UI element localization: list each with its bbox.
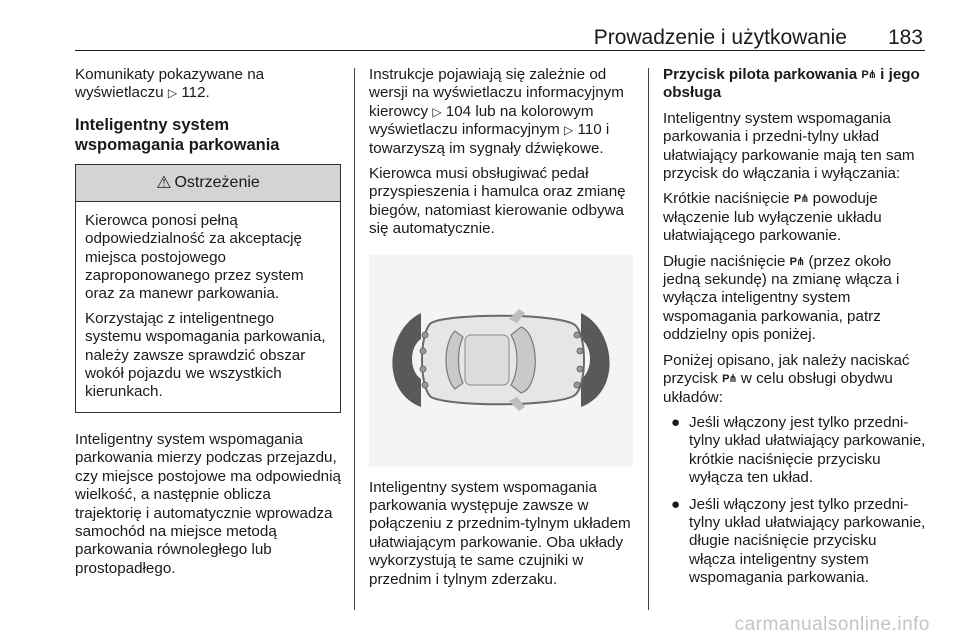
intro-paragraph (75, 66, 341, 103)
car-sensor-illustration (369, 255, 633, 467)
intro-text: Komunikaty pokazywane na wyświetlaczu (75, 66, 265, 102)
instructions-text: Instrukcje pojawiają się zależnie od wersji na wyświetlaczu informacyjnym kierowcy (369, 66, 624, 120)
page-number: 183 (887, 26, 923, 49)
column-1 (75, 66, 341, 585)
park-assist-icon: P⋔ (722, 373, 737, 386)
column-2 (369, 66, 633, 596)
warning-paragraph-2: Korzystając z inteligentnego systemu wspomagania parkowania, należy zawsze sprawdzić obszar wokół pojazdu we wszystkich kierunkach. (85, 309, 326, 401)
intro-ref: 112. (181, 84, 210, 102)
page-header (75, 0, 925, 51)
usage-text: Poniżej opisano, jak należy naciskać przycisk (663, 351, 910, 388)
parking-sensor-figure (369, 255, 633, 467)
list-item (663, 414, 927, 488)
figure-caption: Inteligentny system wspomagania parkowania występuje zawsze w połączeniu z przednim-tylnym układem ułatwiającym parkowanie. Oba układy wykorzystują te same czujniki w przednim i tylnym zderzaku. (369, 478, 631, 588)
column-3 (663, 66, 927, 596)
reference-arrow-icon: ▷ (432, 104, 442, 119)
long-press-text-2: (przez około jedną sekundę) na zmianę włącza i wyłącza inteligentny system wspomagania parkowania, patrz oddzielny opis poniżej. (663, 252, 900, 344)
list-item-text: Jeśli włączony jest tylko przedni-tylny układ ułatwiający parkowanie, krótkie naciśnięcie przycisku wyłącza ten układ. (689, 413, 926, 487)
button-heading-text: Przycisk pilota parkowania (663, 66, 858, 83)
bullet-icon: ● (671, 413, 681, 431)
rear-sensor-field (392, 313, 421, 407)
long-press-text: Długie naciśnięcie (663, 252, 786, 270)
column-divider-1 (354, 68, 355, 610)
warning-title: Ostrzeżenie (174, 173, 260, 191)
warning-paragraph-1: Kierowca ponosi pełną odpowiedzialność za akceptację miejsca postojowego zaproponowanego przez system oraz za manewr parkowania. (85, 211, 304, 303)
bullet-list (663, 414, 927, 588)
reference-arrow-icon: ▷ (167, 86, 178, 101)
warning-box (75, 164, 341, 413)
short-press-paragraph (663, 190, 927, 245)
list-item (663, 496, 927, 588)
button-intro: Inteligentny system wspomagania parkowania i przedni-tylny układ ułatwiający parkowanie mają ten sam przycisk do włączania i wyłączania: (663, 109, 915, 183)
usage-paragraph (663, 352, 927, 407)
section-heading: Inteligentny system wspomagania parkowania (75, 115, 280, 154)
instructions-ref-2: 110 i towarzyszą im sygnały dźwiękowe. (369, 121, 610, 157)
list-item-text: Jeśli włączony jest tylko przedni-tylny układ ułatwiający parkowanie, długie naciśnięcie przycisku włącza inteligentny system wspomagania parkowania. (689, 495, 926, 587)
driver-paragraph: Kierowca musi obsługiwać pedał przyspieszenia i hamulca oraz zmianę biegów, natomiast kierowanie odbywa się automatycznie. (369, 165, 626, 238)
warning-header (76, 165, 340, 202)
body-paragraph: Inteligentny system wspomagania parkowania mierzy podczas przejazdu, czy miejsce postojowe ma odpowiednią wielkość, a następnie oblicza trajektorię i automatycznie wprowadza samochód na miejsce metodą parkowania równoległego lub prostopadłego. (75, 430, 341, 577)
short-press-text-2: powoduje włączenie lub wyłączenie układu ułatwiającego parkowanie. (663, 190, 882, 245)
warning-triangle-icon: ⚠ (156, 172, 172, 192)
car-roof (465, 335, 509, 385)
header-title: Prowadzenie i użytkowanie (593, 26, 847, 49)
bullet-icon: ● (671, 495, 681, 513)
warning-body (76, 202, 340, 412)
reference-arrow-icon: ▷ (563, 123, 574, 138)
instructions-paragraph (369, 66, 633, 158)
park-assist-icon: P⋔ (789, 255, 805, 268)
usage-text-2: w celu obsługi obydwu układów: (663, 370, 893, 406)
park-assist-icon: P⋔ (793, 193, 809, 206)
park-assist-icon: P⋔ (861, 69, 876, 81)
button-heading-text-2: i jego obsługa (663, 66, 920, 102)
long-press-paragraph (663, 253, 927, 345)
front-sensor-field (581, 313, 610, 407)
instructions-ref-1: 104 lub na kolorowym wyświetlaczu informacyjnym (369, 102, 594, 139)
short-press-text: Krótkie naciśnięcie (663, 190, 790, 208)
column-divider-2 (648, 68, 649, 610)
button-heading (663, 66, 927, 103)
watermark: carmanualsonline.info (734, 614, 930, 635)
